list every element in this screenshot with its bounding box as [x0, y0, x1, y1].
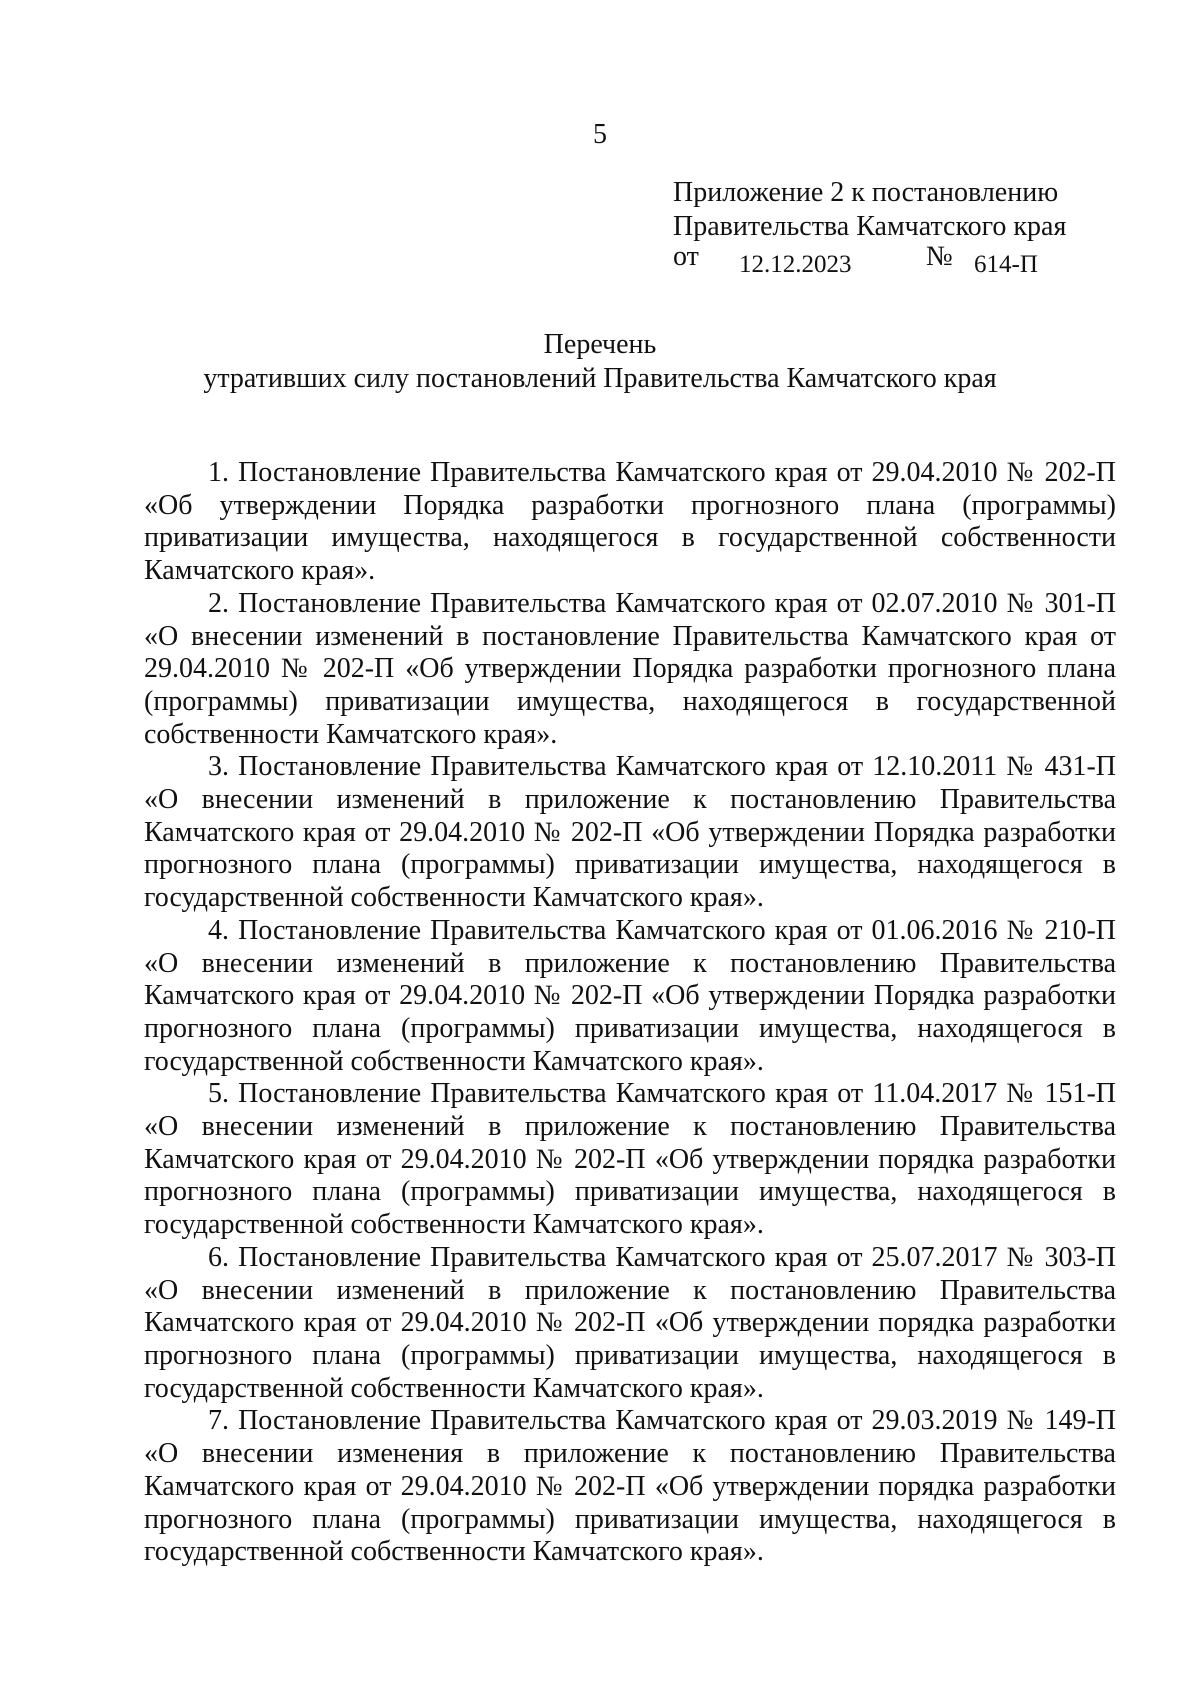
list-item: 4. Постановление Правительства Камчатского края от 01.06.2016 № 210-П «О внесении изменений в приложение к постановлению Правительства Камчатского края от 29.04.2010 № 202-П «Об утверждении Порядка разработки прогнозного плана (программы) приватизации имущества, находящегося в государственной собственности Камчатского края».: [144, 914, 1116, 1077]
list-item: 7. Постановление Правительства Камчатского края от 29.03.2019 № 149-П «О внесении изменения в приложение к постановлению Правительства Камчатского края от 29.04.2010 № 202-П «Об утверждении порядка разработки прогнозного плана (программы) приватизации имущества, находящегося в государственной собственности Камчатского края».: [144, 1405, 1116, 1568]
list-item: 3. Постановление Правительства Камчатского края от 12.10.2011 № 431-П «О внесении изменений в приложение к постановлению Правительства Камчатского края от 29.04.2010 № 202-П «Об утверждении Порядка разработки прогнозного плана (программы) приватизации имущества, находящегося в государственной собственности Камчатского края».: [144, 751, 1116, 914]
list-item: 5. Постановление Правительства Камчатского края от 11.04.2017 № 151-П «О внесении изменений в приложение к постановлению Правительства Камчатского края от 29.04.2010 № 202-П «Об утверждении порядка разработки прогнозного плана (программы) приватизации имущества, находящегося в государственной собственности Камчатского края».: [144, 1078, 1116, 1241]
appendix-date: 12.12.2023: [739, 251, 852, 278]
list-item: 6. Постановление Правительства Камчатского края от 25.07.2017 № 303-П «О внесении изменений в приложение к постановлению Правительства Камчатского края от 29.04.2010 № 202-П «Об утверждении порядка разработки прогнозного плана (программы) приватизации имущества, находящегося в государственной собственности Камчатского края».: [144, 1241, 1116, 1404]
appendix-number-sign: №: [926, 241, 953, 272]
title-line-1: Перечень: [543, 329, 657, 360]
list-item: 1. Постановление Правительства Камчатского края от 29.04.2010 № 202-П «Об утверждении Порядка разработки прогнозного плана (программы) приватизации имущества, находящегося в государственной собственности Камчатского края».: [144, 457, 1116, 587]
repealed-acts-list: [144, 457, 1116, 1569]
appendix-header: [673, 176, 1066, 278]
appendix-line-1: Приложение 2 к постановлению: [673, 177, 1059, 208]
document-title: [0, 328, 1200, 396]
title-line-2: утративших силу постановлений Правительства Камчатского края: [203, 363, 997, 394]
list-item: 2. Постановление Правительства Камчатского края от 02.07.2010 № 301-П «О внесении изменений в постановление Правительства Камчатского края от 29.04.2010 № 202-П «Об утверждении Порядка разработки прогнозного плана (программы) приватизации имущества, находящегося в государственной собственности Камчатского края».: [144, 587, 1116, 750]
page-number: 5: [593, 119, 607, 150]
appendix-date-line: [673, 241, 1053, 278]
appendix-number: 614-П: [974, 251, 1038, 278]
appendix-line-2: Правительства Камчатского края: [673, 211, 1067, 242]
appendix-from-label: от: [673, 241, 699, 272]
